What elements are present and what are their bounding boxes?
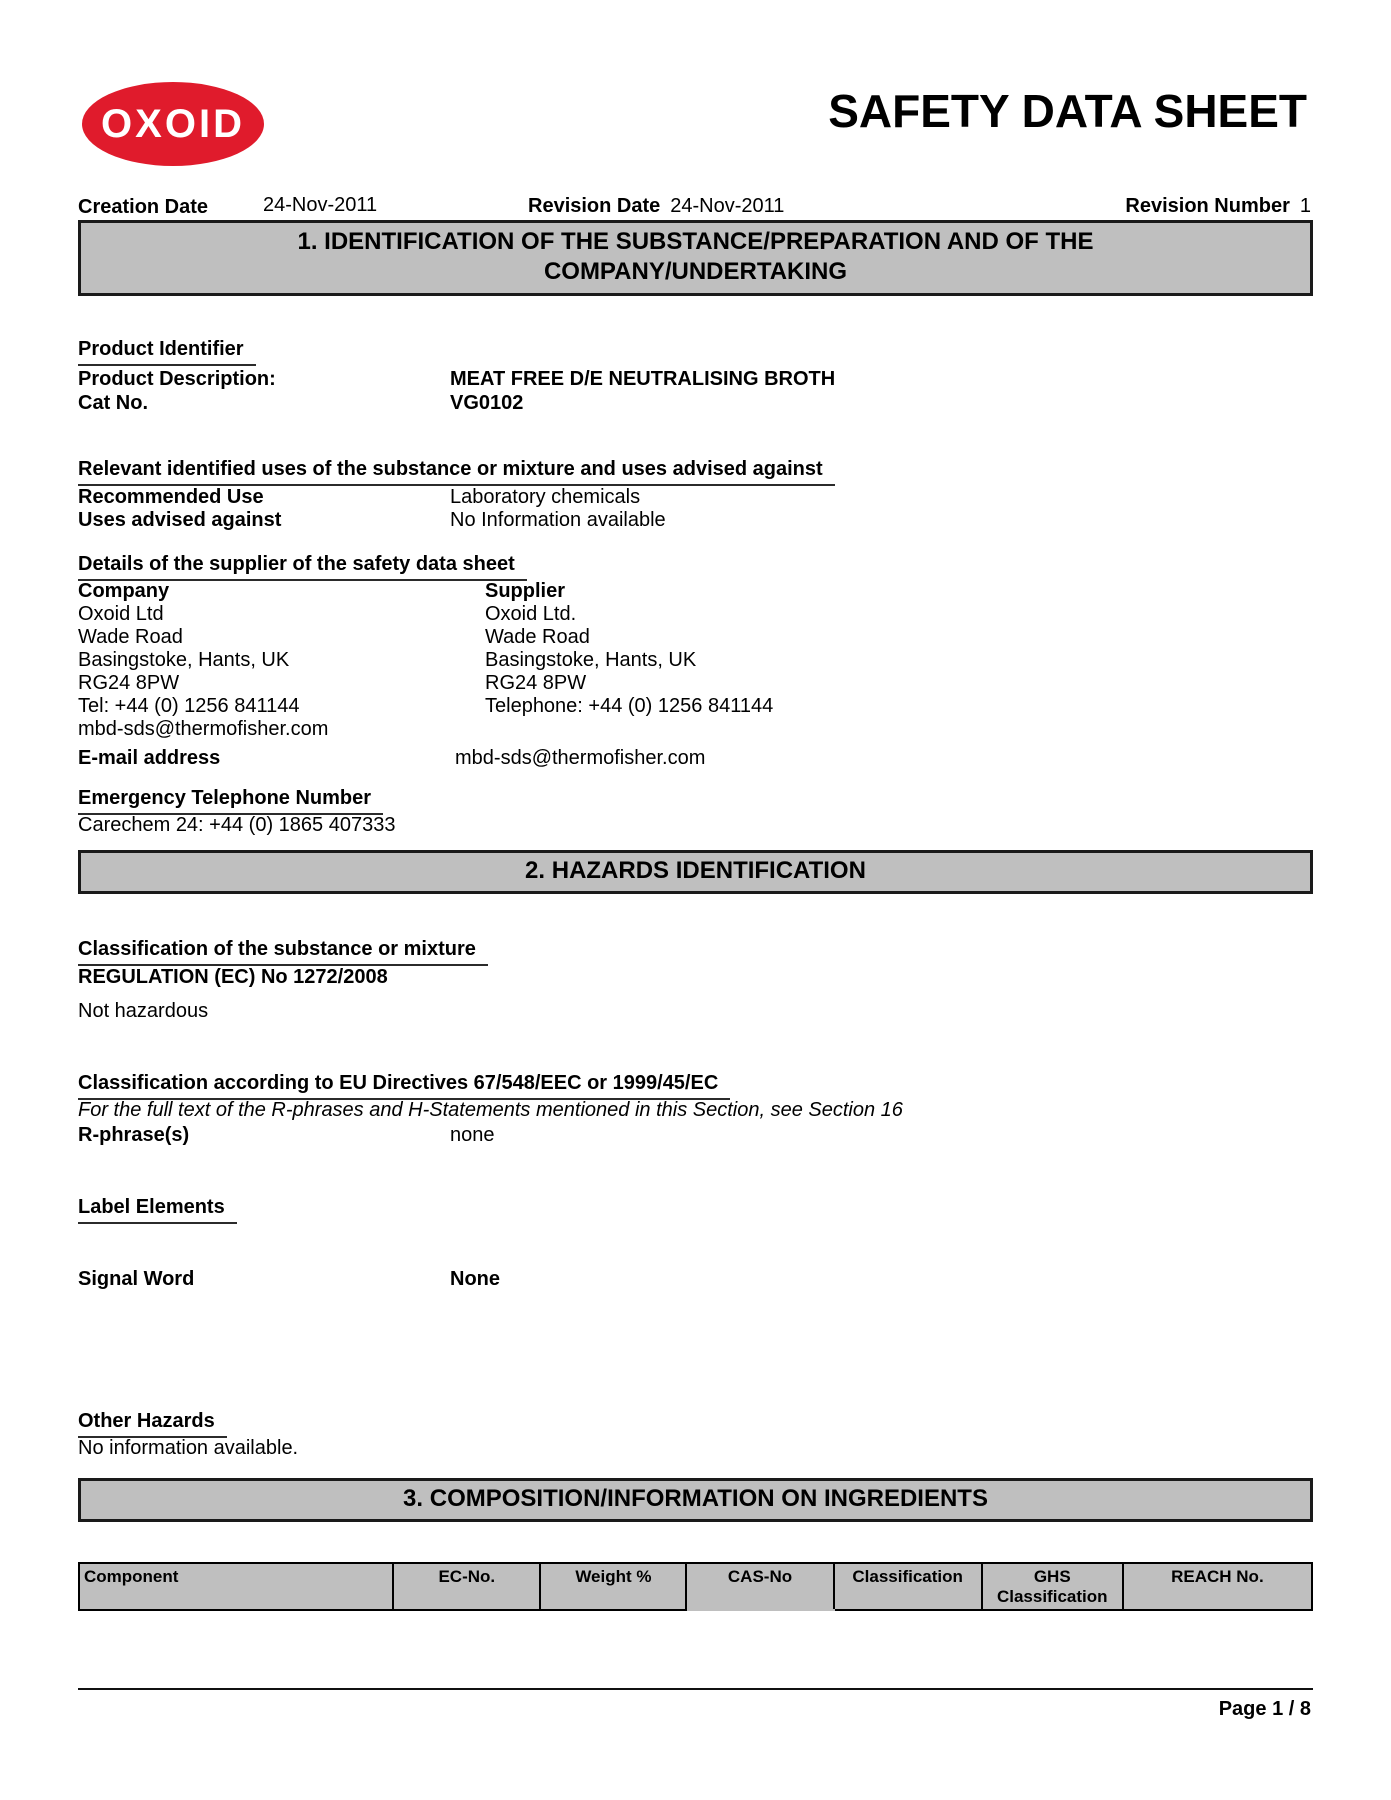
uses-advised-value: No Information available bbox=[450, 509, 666, 531]
revision-date-group bbox=[528, 195, 784, 218]
revision-date-label: Revision Date bbox=[528, 195, 661, 217]
revision-date-value: 24-Nov-2011 bbox=[670, 195, 785, 217]
section3-header bbox=[78, 1478, 1313, 1522]
company-phone-line: Tel: +44 (0) 1256 841144 bbox=[78, 695, 300, 717]
section1-title-line1: 1. IDENTIFICATION OF THE SUBSTANCE/PREPARATION AND OF THE bbox=[297, 228, 1094, 255]
company-label: Company bbox=[78, 580, 170, 602]
oxoid-logo bbox=[82, 82, 264, 166]
composition-table bbox=[78, 1562, 1313, 1611]
creation-date-value: 24-Nov-2011 bbox=[263, 194, 378, 216]
section3-title: 3. COMPOSITION/INFORMATION ON INGREDIENTS bbox=[403, 1485, 988, 1512]
cat-no-label: Cat No. bbox=[78, 392, 148, 414]
revision-number-value: 1 bbox=[1299, 195, 1311, 217]
product-identifier-heading: Product Identifier bbox=[78, 338, 256, 366]
email-value: mbd-sds@thermofisher.com bbox=[455, 747, 706, 769]
table-header-classification: Classification bbox=[834, 1563, 982, 1610]
revision-number-label: Revision Number bbox=[1125, 195, 1290, 217]
other-hazards-heading: Other Hazards bbox=[78, 1410, 227, 1438]
not-hazardous-text: Not hazardous bbox=[78, 1000, 209, 1022]
company-address-line: Wade Road bbox=[78, 626, 183, 648]
product-description-value: MEAT FREE D/E NEUTRALISING BROTH bbox=[450, 368, 836, 390]
section2-title: 2. HAZARDS IDENTIFICATION bbox=[525, 857, 866, 884]
r-phrase-value: none bbox=[450, 1124, 495, 1146]
table-header-ec-no: EC-No. bbox=[393, 1563, 540, 1610]
signal-word-value: None bbox=[450, 1268, 500, 1290]
document-title: SAFETY DATA SHEET bbox=[828, 85, 1307, 137]
section1-header bbox=[78, 220, 1313, 296]
supplier-address-line: Oxoid Ltd. bbox=[485, 603, 577, 625]
table-header-cas-no: CAS-No bbox=[686, 1563, 833, 1610]
full-text-note: For the full text of the R-phrases and H-Statements mentioned in this Section, see Section 16 bbox=[78, 1099, 903, 1121]
table-header-weight: Weight % bbox=[540, 1563, 686, 1610]
recommended-use-label: Recommended Use bbox=[78, 486, 264, 508]
regulation-text: REGULATION (EC) No 1272/2008 bbox=[78, 966, 388, 988]
table-header-component: Component bbox=[79, 1563, 393, 1610]
company-address-line: RG24 8PW bbox=[78, 672, 180, 694]
revision-number-group bbox=[1125, 195, 1311, 218]
product-description-label: Product Description: bbox=[78, 368, 276, 390]
cat-no-value: VG0102 bbox=[450, 392, 524, 414]
section1-title-line2: COMPANY/UNDERTAKING bbox=[543, 258, 848, 285]
other-hazards-value: No information available. bbox=[78, 1437, 299, 1459]
oxoid-logo-text: OXOID bbox=[101, 101, 245, 146]
company-email-line: mbd-sds@thermofisher.com bbox=[78, 718, 329, 740]
page-number: Page 1 / 8 bbox=[1218, 1698, 1311, 1720]
uses-heading: Relevant identified uses of the substance or mixture and uses advised against bbox=[78, 458, 835, 486]
uses-advised-label: Uses advised against bbox=[78, 509, 282, 531]
table-header-reach-no: REACH No. bbox=[1123, 1563, 1312, 1610]
supplier-address-line: RG24 8PW bbox=[485, 672, 587, 694]
r-phrase-label: R-phrase(s) bbox=[78, 1124, 190, 1146]
supplier-address-line: Basingstoke, Hants, UK bbox=[485, 649, 697, 671]
supplier-label: Supplier bbox=[485, 580, 566, 602]
emergency-value: Carechem 24: +44 (0) 1865 407333 bbox=[78, 814, 396, 836]
footer-divider bbox=[78, 1688, 1313, 1690]
label-elements-heading: Label Elements bbox=[78, 1196, 237, 1224]
table-header-ghs-classification: GHS Classification bbox=[982, 1563, 1123, 1610]
eu-directives-heading: Classification according to EU Directives 67/548/EEC or 1999/45/EC bbox=[78, 1072, 730, 1100]
supplier-heading: Details of the supplier of the safety data sheet bbox=[78, 553, 527, 581]
email-label: E-mail address bbox=[78, 747, 221, 769]
company-address-line: Basingstoke, Hants, UK bbox=[78, 649, 290, 671]
emergency-heading: Emergency Telephone Number bbox=[78, 787, 383, 815]
signal-word-label: Signal Word bbox=[78, 1268, 195, 1290]
classification-heading: Classification of the substance or mixture bbox=[78, 938, 488, 966]
section2-header bbox=[78, 850, 1313, 894]
supplier-phone-line: Telephone: +44 (0) 1256 841144 bbox=[485, 695, 774, 717]
company-address-line: Oxoid Ltd bbox=[78, 603, 164, 625]
supplier-address-line: Wade Road bbox=[485, 626, 590, 648]
creation-date-label: Creation Date bbox=[78, 196, 209, 218]
recommended-use-value: Laboratory chemicals bbox=[450, 486, 641, 508]
